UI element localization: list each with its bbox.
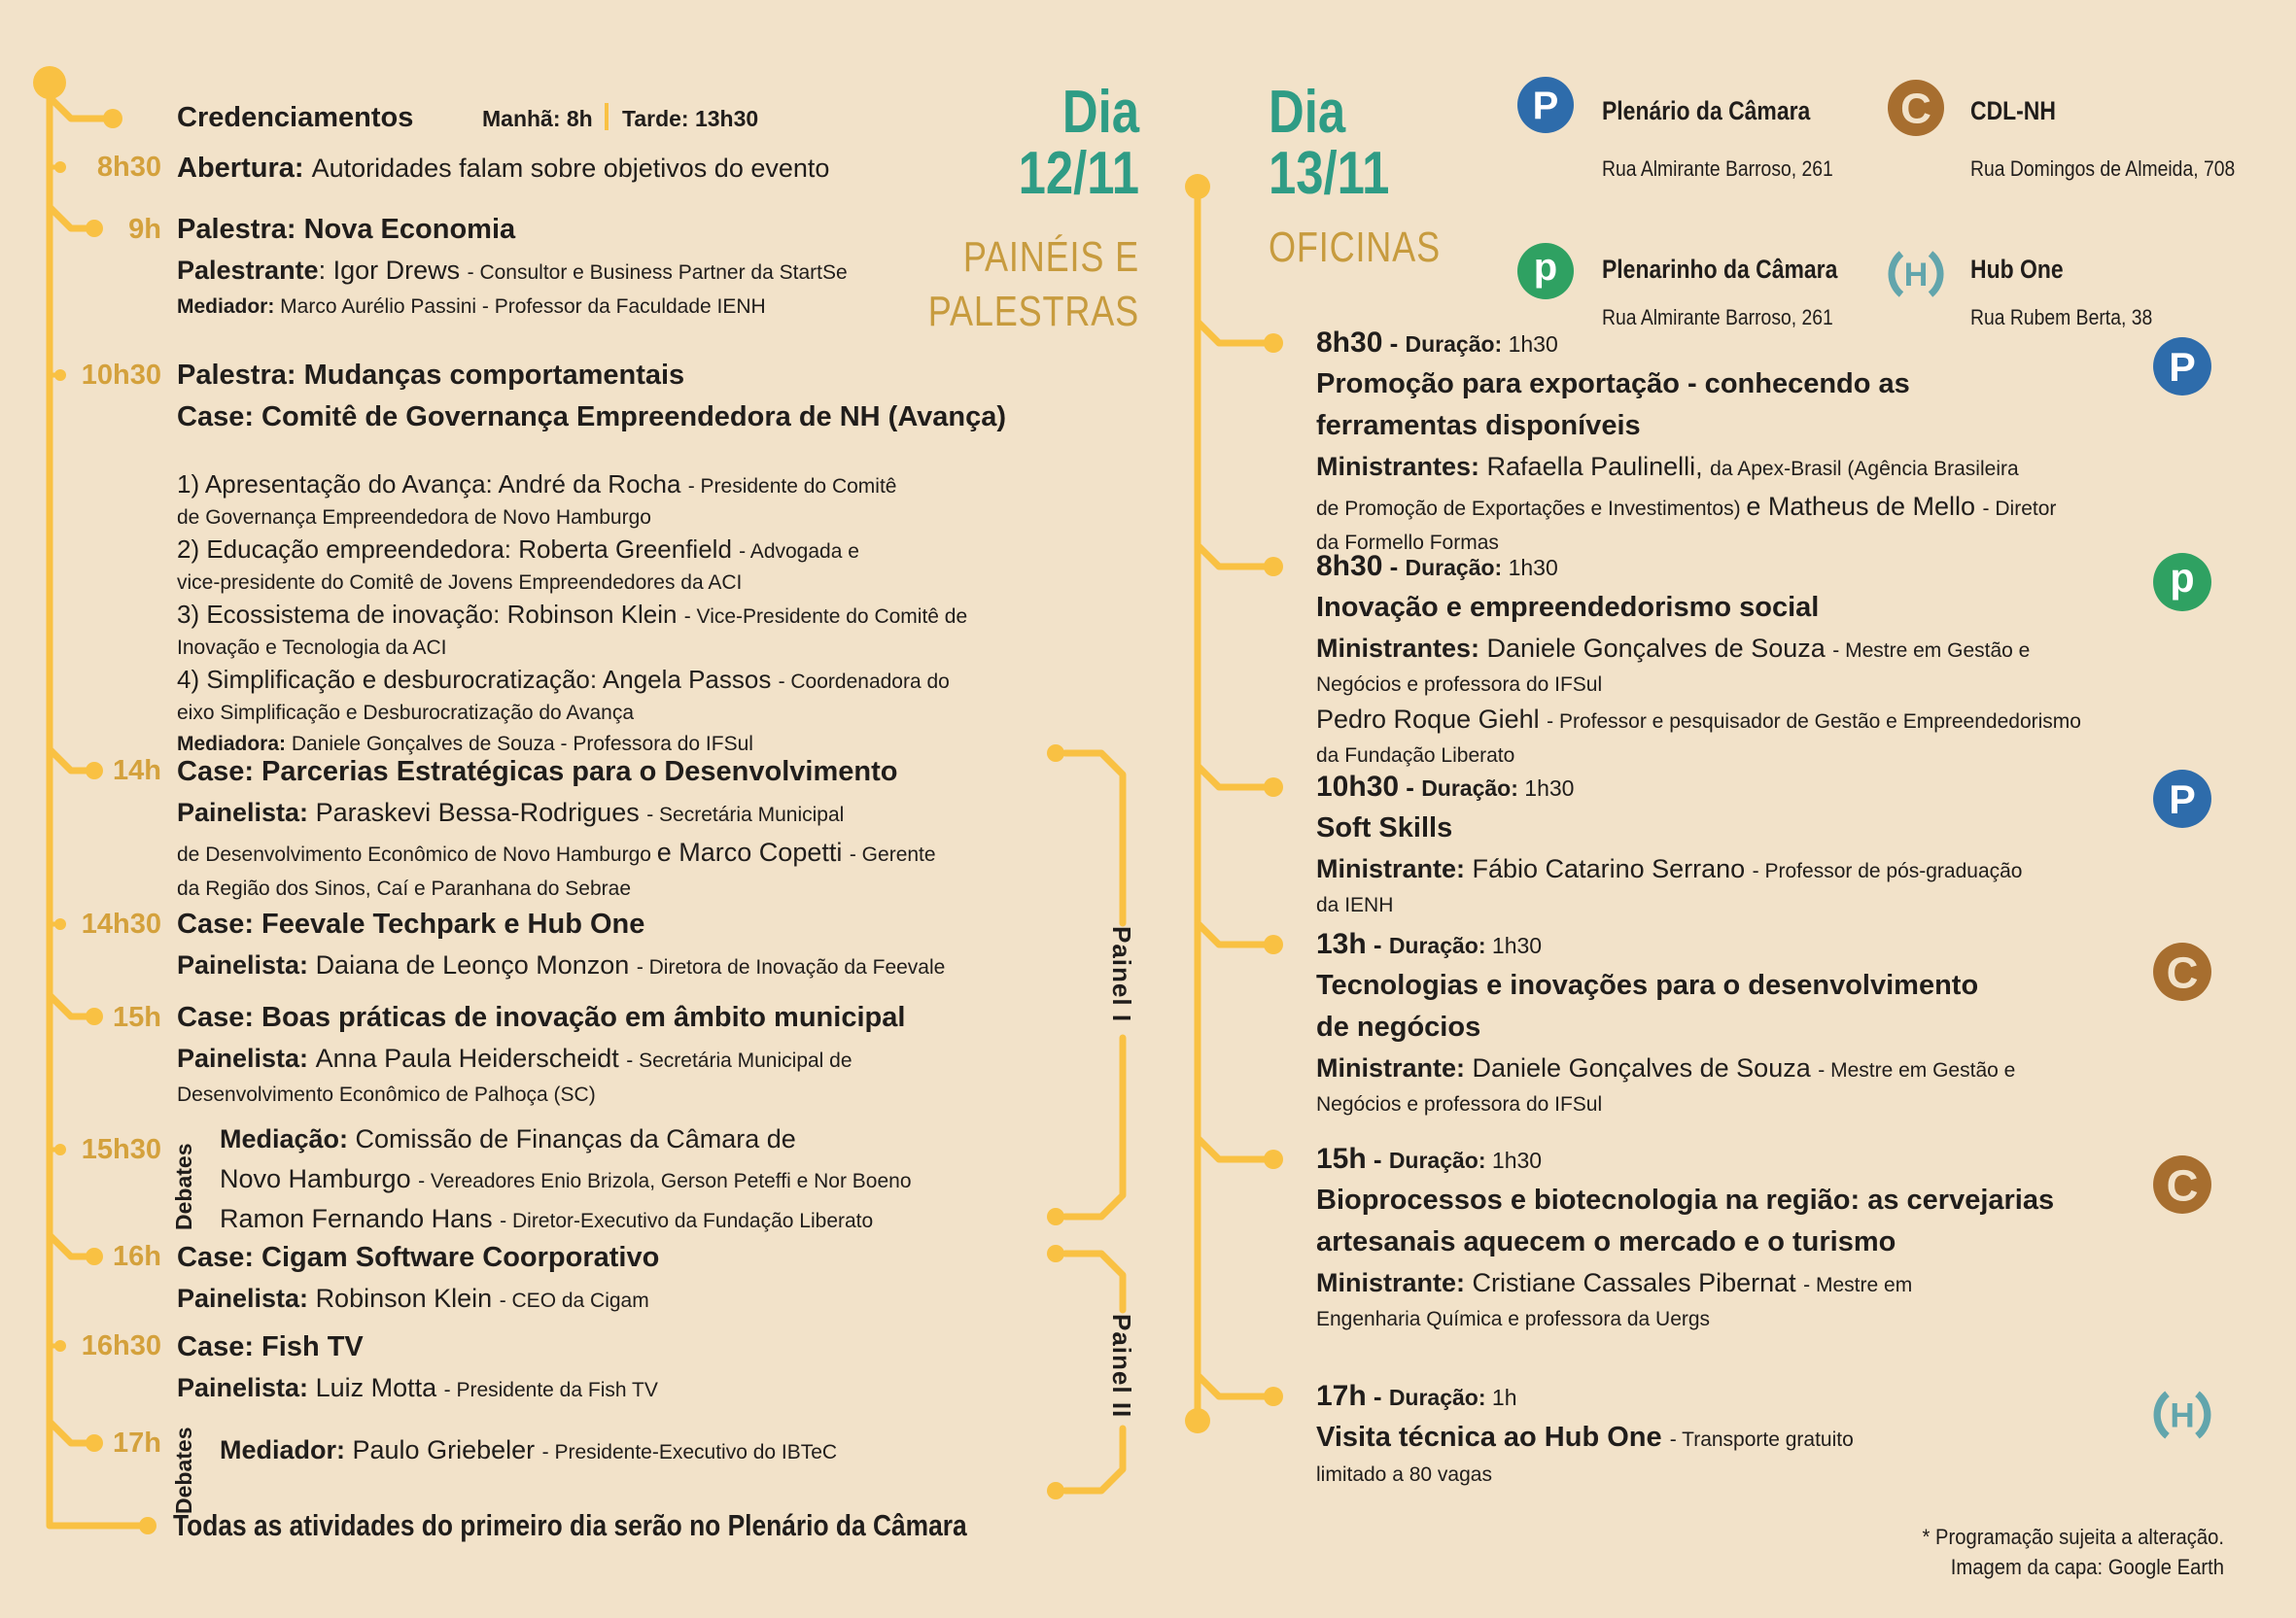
credentials-afternoon: Tarde: 13h30 <box>622 106 759 131</box>
event-line: Pedro Roque Giehl - Professor e pesquisador de Gestão e Empreendedorismo <box>1316 705 2081 734</box>
debates-label-17h: Debates <box>171 1427 196 1514</box>
event-line: 2) Educação empreendedora: Roberta Greenfield - Advogada e <box>177 534 859 564</box>
day1-title-date: 12/11 <box>1018 140 1139 207</box>
event-line: Palestra: Nova Economia <box>177 214 516 245</box>
day1-event-time: 14h <box>113 755 161 786</box>
venue-name: Plenário da Câmara <box>1602 96 1811 125</box>
event-line: Palestrante: Igor Drews - Consultor e Business Partner da StartSe <box>177 256 848 285</box>
day1-subtitle-line2: PALESTRAS <box>927 288 1139 335</box>
day1-title-word: Dia <box>1061 79 1139 146</box>
day1-event-10h30 <box>177 357 1006 761</box>
cdl-nh-icon <box>1887 79 1945 142</box>
venue-address: Rua Domingos de Almeida, 708 <box>1970 156 2236 181</box>
day2-event-time-line: 8h30 - Duração: 1h30 <box>1316 550 1558 582</box>
note-schedule-change: * Programação sujeita a alteração. <box>1922 1525 2224 1549</box>
svg-text:P: P <box>2169 777 2196 823</box>
venue-address: Rua Rubem Berta, 38 <box>1970 305 2153 329</box>
plenario-da-camara-icon <box>2152 336 2212 401</box>
event-line: Negócios e professora do IFSul <box>1316 1093 1603 1116</box>
event-line: Case: Parcerias Estratégicas para o Desenvolvimento <box>177 756 898 787</box>
event-line: 4) Simplificação e desburocratização: Angela Passos - Coordenadora do <box>177 665 950 694</box>
day2-event-time-line: 8h30 - Duração: 1h30 <box>1316 327 1558 359</box>
day2-event-15h <box>1316 1142 2054 1336</box>
day1-event-14h <box>177 753 936 906</box>
event-line: Tecnologias e inovações para o desenvolvimento <box>1316 970 1979 1001</box>
event-line: da Formello Formas <box>1316 532 1499 554</box>
day1-event-time: 17h <box>113 1428 161 1459</box>
venue-name: CDL-NH <box>1970 96 2056 125</box>
plenario-da-camara-icon <box>2152 769 2212 834</box>
day1-event-time: 16h <box>113 1241 161 1272</box>
event-line: Palestra: Mudanças comportamentais <box>177 360 685 391</box>
event-line: Ministrante: Fábio Catarino Serrano - Professor de pós-graduação <box>1316 854 2023 883</box>
day1-event-17h <box>220 1432 837 1472</box>
event-line: Inovação e Tecnologia da ACI <box>177 637 447 659</box>
plenario-da-camara-icon <box>1516 76 1575 139</box>
svg-text:H: H <box>2170 1396 2195 1435</box>
day2-event-17h <box>1316 1379 1854 1492</box>
plenarinho-da-camara-icon <box>2152 552 2212 617</box>
event-line: Desenvolvimento Econômico de Palhoça (SC) <box>177 1084 596 1106</box>
day2-title-word: Dia <box>1269 79 1346 146</box>
event-line: Soft Skills <box>1316 812 1453 843</box>
day2-event-time-line: 17h - Duração: 1h <box>1316 1380 1517 1412</box>
event-line: Bioprocessos e biotecnologia na região: as cervejarias <box>1316 1185 2055 1216</box>
event-line: Mediadora: Daniele Gonçalves de Souza - Professora do IFSul <box>177 733 753 755</box>
event-line: Painelista: Paraskevi Bessa-Rodrigues - Secretária Municipal <box>177 798 845 827</box>
day2-event-13h <box>1316 927 2015 1121</box>
day2-event-8h30 <box>1316 326 2056 560</box>
event-line: Case: Cigam Software Coorporativo <box>177 1242 660 1273</box>
event-line: artesanais aquecem o mercado e o turismo <box>1316 1226 1896 1257</box>
day1-footer-note: Todas as atividades do primeiro dia serão no Plenário da Câmara <box>173 1508 967 1542</box>
day1-event-15h30 <box>220 1121 912 1241</box>
day2-event-time-line: 10h30 - Duração: 1h30 <box>1316 771 1575 803</box>
event-line: Visita técnica ao Hub One - Transporte gratuito <box>1316 1422 1854 1453</box>
day1-timeline-spine <box>50 83 142 1526</box>
event-line: Engenharia Química e professora da Uergs <box>1316 1308 1711 1330</box>
day2-event-8h30 <box>1316 549 2081 773</box>
event-line: Ministrante: Daniele Gonçalves de Souza - Mestre em Gestão e <box>1316 1053 2016 1083</box>
day1-event-time: 15h30 <box>81 1134 161 1165</box>
svg-text:P: P <box>2169 345 2196 391</box>
day2-event-time-line: 13h - Duração: 1h30 <box>1316 928 1543 960</box>
day1-event-16h <box>177 1239 659 1321</box>
event-line: Case: Fish TV <box>177 1331 364 1362</box>
event-line: de Desenvolvimento Econômico de Novo Hamburgo e Marco Copetti - Gerente <box>177 838 936 867</box>
event-line: de Governança Empreendedora de Novo Hamburgo <box>177 506 651 529</box>
painel-2-bracket <box>1065 1254 1123 1310</box>
event-line: Inovação e empreendedorismo social <box>1316 592 1820 623</box>
hub-one-icon <box>2152 1385 2212 1450</box>
day1-event-14h30 <box>177 906 945 987</box>
note-cover-image: Imagem da capa: Google Earth <box>1950 1555 2224 1579</box>
painel-1-label: Painel I <box>1107 926 1136 1023</box>
credentials-morning: Manhã: 8h <box>482 106 593 131</box>
venue-name: Hub One <box>1970 255 2064 284</box>
event-line: Promoção para exportação - conhecendo as <box>1316 368 1910 399</box>
event-line: Mediador: Paulo Griebeler - Presidente-Executivo do IBTeC <box>220 1435 838 1464</box>
event-line: Abertura: Autoridades falam sobre objetivos do evento <box>177 153 830 184</box>
event-line: limitado a 80 vagas <box>1316 1463 1492 1486</box>
event-line: de negócios <box>1316 1012 1481 1043</box>
day1-event-time: 16h30 <box>81 1330 161 1361</box>
event-line: Novo Hamburgo - Vereadores Enio Brizola, Gerson Peteffi e Nor Boeno <box>220 1164 912 1193</box>
event-line: Mediador: Marco Aurélio Passini - Professor da Faculdade IENH <box>177 295 766 318</box>
credentials-divider <box>605 103 609 130</box>
event-line: ferramentas disponíveis <box>1316 410 1641 441</box>
svg-text:P: P <box>1532 85 1559 127</box>
event-line: Ministrante: Cristiane Cassales Pibernat - Mestre em <box>1316 1268 1913 1297</box>
event-line: Ministrantes: Daniele Gonçalves de Souza - Mestre em Gestão e <box>1316 634 2031 663</box>
day1-event-time: 8h30 <box>96 152 161 183</box>
day1-event-8h30 <box>177 150 829 191</box>
day1-event-time: 14h30 <box>81 909 161 940</box>
event-line: da Região dos Sinos, Caí e Paranhana do Sebrae <box>177 878 631 900</box>
event-line: Painelista: Robinson Klein - CEO da Cigam <box>177 1284 649 1313</box>
plenarinho-da-camara-icon <box>1516 242 1575 305</box>
event-line: da Fundação Liberato <box>1316 744 1515 767</box>
hub-one-icon <box>1887 245 1945 308</box>
day2-event-time-line: 15h - Duração: 1h30 <box>1316 1143 1543 1175</box>
day1-header <box>848 79 1139 339</box>
event-line: Painelista: Anna Paula Heiderscheidt - Secretária Municipal de <box>177 1044 852 1073</box>
event-line: vice-presidente do Comitê de Jovens Empreendedores da ACI <box>177 571 743 594</box>
event-line: 1) Apresentação do Avança: André da Rocha - Presidente do Comitê <box>177 469 897 499</box>
day2-footer-notes <box>1609 1522 2224 1582</box>
day1-event-15h <box>177 999 905 1112</box>
venue-address: Rua Almirante Barroso, 261 <box>1602 305 1833 329</box>
painel-2-label: Painel II <box>1107 1314 1136 1419</box>
event-line: Case: Boas práticas de inovação em âmbito municipal <box>177 1002 906 1033</box>
event-line: Ministrantes: Rafaella Paulinelli, da Apex-Brasil (Agência Brasileira <box>1316 452 2019 481</box>
day2-title-date: 13/11 <box>1269 140 1390 207</box>
event-line: Case: Comitê de Governança Empreendedora de NH (Avança) <box>177 401 1007 432</box>
day1-event-16h30 <box>177 1328 658 1410</box>
event-line: da IENH <box>1316 894 1394 916</box>
svg-text:p: p <box>2170 555 2195 601</box>
painel-1-bracket <box>1065 753 1123 923</box>
event-line: Painelista: Daiana de Leonço Monzon - Diretora de Inovação da Feevale <box>177 950 946 980</box>
venue-name: Plenarinho da Câmara <box>1602 255 1838 284</box>
debates-label-15h30: Debates <box>171 1143 196 1230</box>
event-line: Case: Feevale Techpark e Hub One <box>177 909 645 940</box>
cdl-nh-icon <box>2152 1154 2212 1220</box>
day1-subtitle-line1: PAINÉIS E <box>962 233 1139 281</box>
day1-event-time: 15h <box>113 1002 161 1033</box>
svg-text:C: C <box>1900 85 1931 133</box>
event-line: Negócios e professora do IFSul <box>1316 673 1603 696</box>
event-line: Ramon Fernando Hans - Diretor-Executivo da Fundação Liberato <box>220 1204 874 1233</box>
event-line: de Promoção de Exportações e Investimentos) e Matheus de Mello - Diretor <box>1316 492 2057 521</box>
day1-event-time: 10h30 <box>81 360 161 391</box>
venue-address: Rua Almirante Barroso, 261 <box>1602 156 1833 181</box>
day2-subtitle: OFICINAS <box>1269 224 1441 271</box>
day1-event-9h <box>177 211 848 324</box>
svg-text:C: C <box>2166 947 2199 998</box>
event-line: Mediação: Comissão de Finanças da Câmara de <box>220 1124 796 1153</box>
event-line: 3) Ecossistema de inovação: Robinson Klein - Vice-Presidente do Comitê de <box>177 600 968 629</box>
svg-text:C: C <box>2166 1160 2199 1211</box>
day2-event-10h30 <box>1316 770 2023 922</box>
svg-text:p: p <box>1533 246 1558 289</box>
event-line: eixo Simplificação e Desburocratização do Avança <box>177 702 635 724</box>
credentials-label: Credenciamentos <box>177 102 414 133</box>
event-line: Painelista: Luiz Motta - Presidente da Fish TV <box>177 1373 658 1402</box>
cdl-nh-icon <box>2152 942 2212 1007</box>
svg-text:H: H <box>1903 257 1929 293</box>
day1-event-time: 9h <box>128 214 161 245</box>
